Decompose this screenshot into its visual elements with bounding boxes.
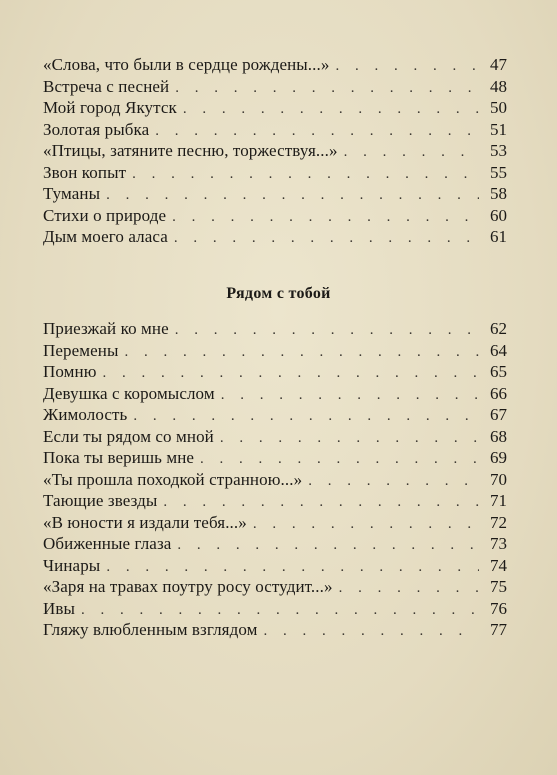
toc-entry-title: Чинары xyxy=(43,555,101,575)
toc-entry-title: «Ты прошла походкой странною...» xyxy=(43,469,303,489)
toc-leader-dots xyxy=(263,621,479,643)
toc-leader-dots xyxy=(220,428,479,450)
toc-entry-page: 66 xyxy=(490,383,507,403)
toc-leader-dots xyxy=(172,207,479,229)
toc-entry-title: Если ты рядом со мной xyxy=(43,426,214,446)
toc-entry-page: 50 xyxy=(490,98,507,117)
toc-entry-title: Жимолость xyxy=(43,405,128,424)
toc-entry-title: Золотая рыбка xyxy=(43,119,150,139)
toc-entry-page: 72 xyxy=(490,512,507,532)
toc-leader-dots xyxy=(175,78,479,100)
toc-entry xyxy=(43,598,507,620)
toc-entry-page: 55 xyxy=(490,162,507,182)
toc-entry-page: 48 xyxy=(490,76,507,96)
toc-leader-dots xyxy=(308,471,479,493)
toc-entry xyxy=(43,512,507,534)
toc-entry xyxy=(43,576,507,598)
toc-entry-title: Мой город Якутск xyxy=(43,98,177,117)
toc-leader-dots xyxy=(339,578,479,600)
toc-entry xyxy=(43,140,507,162)
toc-entry-title: Дым моего аласа xyxy=(43,227,168,246)
toc-leader-dots xyxy=(106,557,479,579)
toc-entry xyxy=(43,426,507,448)
toc-entry xyxy=(43,555,507,577)
toc-entry xyxy=(43,205,507,227)
toc-leader-dots xyxy=(155,121,479,143)
toc-entry-page: 71 xyxy=(490,491,507,510)
toc-entry-title: Туманы xyxy=(43,184,101,203)
toc-entry-page: 60 xyxy=(490,205,507,225)
section-heading: Рядом с тобой xyxy=(226,285,331,302)
toc-entry xyxy=(43,183,507,205)
toc-entry-page: 67 xyxy=(490,405,507,424)
toc-entry-title: Тающие звезды xyxy=(43,491,158,510)
toc-entry xyxy=(43,469,507,491)
toc-entry xyxy=(43,76,507,98)
toc-entry-title: «Заря на травах поутру росу остудит...» xyxy=(43,577,333,596)
toc-leader-dots xyxy=(163,492,479,514)
toc-leader-dots xyxy=(175,320,479,342)
toc-entry-page: 70 xyxy=(490,469,507,489)
toc-entry-page: 47 xyxy=(490,55,507,74)
toc-leader-dots xyxy=(335,56,479,78)
toc-entry-page: 51 xyxy=(490,119,507,139)
toc-entry-title: Встреча с песней xyxy=(43,76,170,96)
toc-entry-page: 73 xyxy=(490,534,507,553)
toc-leader-dots xyxy=(81,600,479,622)
toc-entry-title: Ивы xyxy=(43,598,76,618)
toc-leader-dots xyxy=(125,342,480,364)
toc-entry-title: «Птицы, затяните песню, торжествуя...» xyxy=(43,141,338,160)
toc-entry-page: 74 xyxy=(490,555,507,575)
toc-entry xyxy=(43,619,507,641)
toc-entry-title: Звон копыт xyxy=(43,162,127,182)
toc-entry xyxy=(43,340,507,362)
toc-entry xyxy=(43,447,507,469)
toc-entry-title: Перемены xyxy=(43,340,119,360)
toc-leader-dots xyxy=(200,449,479,471)
toc-leader-dots xyxy=(106,185,479,207)
toc-entry-page: 65 xyxy=(490,362,507,381)
toc-entry xyxy=(43,226,507,248)
toc-entry-page: 53 xyxy=(490,141,507,160)
toc-entry-page: 61 xyxy=(490,227,507,246)
toc-entry xyxy=(43,54,507,76)
toc-entry-page: 75 xyxy=(490,577,507,596)
toc-leader-dots xyxy=(253,514,479,536)
toc-leader-dots xyxy=(133,406,479,428)
toc-entry xyxy=(43,404,507,426)
toc-entry xyxy=(43,533,507,555)
toc-list-part-2 xyxy=(43,318,507,641)
toc-entry xyxy=(43,119,507,141)
toc-entry-title: Стихи о природе xyxy=(43,205,167,225)
toc-entry-page: 76 xyxy=(490,598,507,618)
toc-entry-page: 64 xyxy=(490,340,507,360)
toc-entry-page: 69 xyxy=(490,448,507,467)
toc-entry-title: «Слова, что были в сердце рождены...» xyxy=(43,55,330,74)
toc-leader-dots xyxy=(344,142,479,164)
toc-entry xyxy=(43,97,507,119)
toc-leader-dots xyxy=(174,228,479,250)
toc-entry-page: 77 xyxy=(490,620,507,639)
toc-entry xyxy=(43,383,507,405)
toc-entry-title: Обиженные глаза xyxy=(43,534,172,553)
toc-entry xyxy=(43,490,507,512)
toc-entry xyxy=(43,361,507,383)
toc-entry-title: Девушка с коромыслом xyxy=(43,383,215,403)
toc-leader-dots xyxy=(177,535,479,557)
toc-entry xyxy=(43,318,507,340)
toc-entry-page: 68 xyxy=(490,426,507,446)
toc-entry-title: Приезжай ко мне xyxy=(43,319,169,338)
toc-entry-title: Помню xyxy=(43,362,97,381)
toc-list-part-1 xyxy=(43,54,507,248)
toc-entry-page: 62 xyxy=(490,319,507,338)
toc-entry-page: 58 xyxy=(490,184,507,203)
toc-leader-dots xyxy=(221,385,479,407)
toc-entry-title: «В юности я издали тебя...» xyxy=(43,512,247,532)
toc-entry-title: Гляжу влюбленным взглядом xyxy=(43,620,258,639)
toc-leader-dots xyxy=(103,363,479,385)
toc-entry-title: Пока ты веришь мне xyxy=(43,448,195,467)
toc-leader-dots xyxy=(132,164,479,186)
toc-leader-dots xyxy=(183,99,479,121)
toc-entry xyxy=(43,162,507,184)
